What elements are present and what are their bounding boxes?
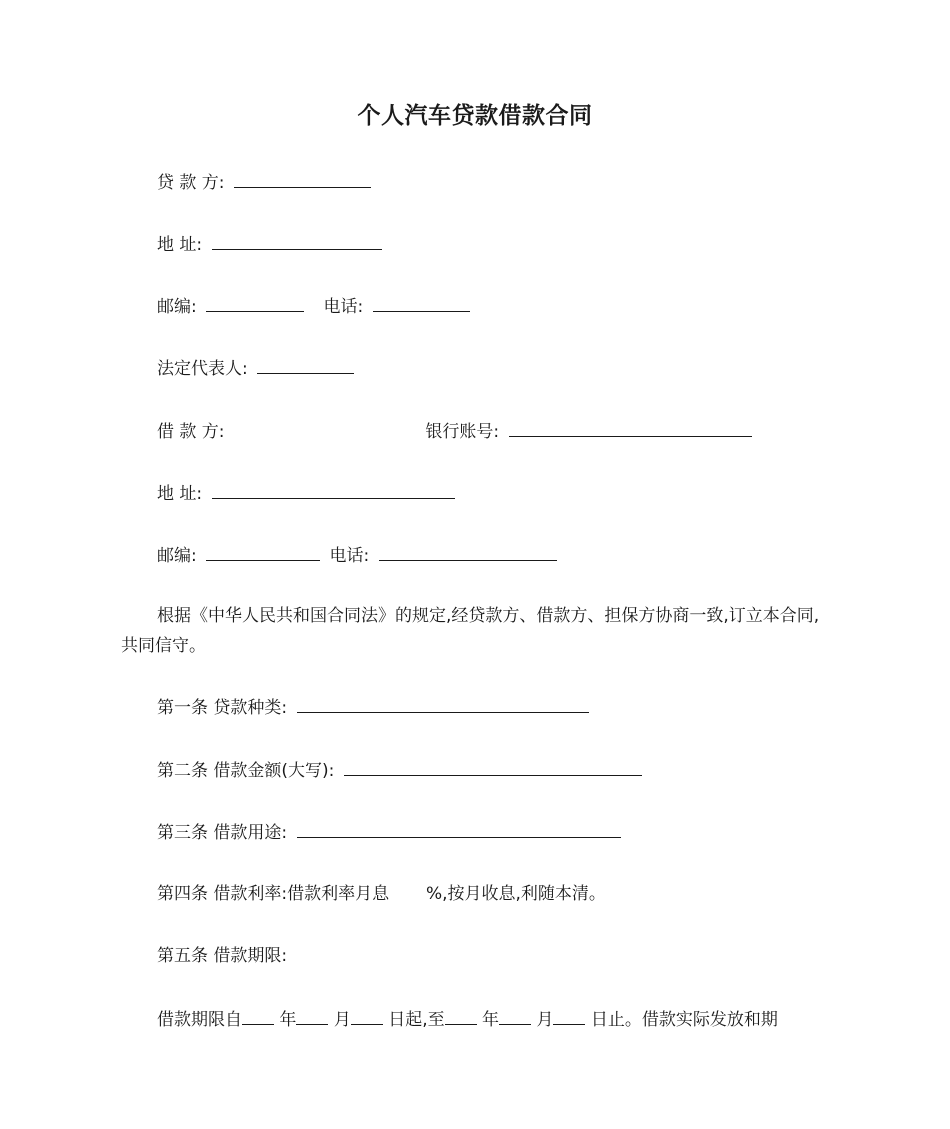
borrower-address-blank — [212, 482, 455, 499]
end-month-blank — [499, 1008, 531, 1025]
term-month-1: 月 — [333, 1010, 351, 1030]
term-year-1: 年 — [279, 1010, 297, 1030]
borrower-postcode-blank — [206, 544, 320, 561]
article-2 — [157, 759, 642, 782]
document-title: 个人汽车贷款借款合同 — [357, 103, 593, 129]
legal-rep-line — [157, 357, 354, 380]
term-day-to: 日止。借款实际发放和期 — [590, 1010, 778, 1030]
preamble-paragraph: 根据《中华人民共和国合同法》的规定,经贷款方、借款方、担保方协商一致,订立本合同,共同信守。 — [121, 606, 820, 656]
article-1-blank — [297, 696, 589, 713]
term-day-from: 日起,至 — [388, 1010, 445, 1030]
term-year-2: 年 — [482, 1010, 500, 1030]
article-3 — [157, 821, 621, 844]
lender-phone-label: 电话: — [323, 297, 364, 317]
article-5 — [157, 945, 287, 967]
bank-account-label: 银行账号: — [425, 422, 500, 442]
borrower-label: 借 款 方: — [157, 422, 225, 442]
lender-label: 贷 款 方: — [157, 173, 225, 193]
legal-rep-label: 法定代表人: — [157, 359, 248, 379]
lender-address-line — [157, 233, 382, 256]
lender-address-blank — [212, 233, 382, 250]
article-3-blank — [297, 821, 621, 838]
term-prefix: 借款期限自 — [157, 1010, 242, 1030]
term-month-2: 月 — [536, 1010, 554, 1030]
end-year-blank — [445, 1008, 477, 1025]
article-4-tail: %,按月收息,利随本清。 — [425, 884, 606, 904]
lender-line — [157, 171, 371, 194]
lender-postcode-blank — [206, 295, 304, 312]
borrower-phone-blank — [379, 544, 557, 561]
article-3-label: 第三条 借款用途: — [157, 823, 288, 843]
lender-postcode-label: 邮编: — [157, 297, 197, 317]
end-day-blank — [553, 1008, 585, 1025]
borrower-line — [157, 420, 752, 443]
article-2-label: 第二条 借款金额(大写): — [157, 761, 335, 781]
start-year-blank — [242, 1008, 274, 1025]
article-4 — [157, 883, 606, 905]
bank-account-blank — [509, 420, 752, 437]
start-month-blank — [296, 1008, 328, 1025]
legal-rep-blank — [257, 357, 354, 374]
loan-term-line — [157, 1008, 778, 1031]
start-day-blank — [351, 1008, 383, 1025]
borrower-contact-line — [157, 544, 557, 567]
borrower-phone-label: 电话: — [329, 546, 370, 566]
article-5-label: 第五条 借款期限: — [157, 946, 288, 966]
lender-contact-line — [157, 295, 470, 318]
lender-address-label: 地 址: — [157, 235, 203, 255]
borrower-address-line — [157, 482, 455, 505]
lender-phone-blank — [373, 295, 470, 312]
borrower-postcode-label: 邮编: — [157, 546, 197, 566]
lender-name-blank — [234, 171, 371, 188]
article-1 — [157, 696, 589, 719]
article-4-label: 第四条 借款利率:借款利率月息 — [157, 884, 390, 904]
article-2-blank — [344, 759, 642, 776]
borrower-address-label: 地 址: — [157, 484, 203, 504]
article-1-label: 第一条 贷款种类: — [157, 698, 288, 718]
